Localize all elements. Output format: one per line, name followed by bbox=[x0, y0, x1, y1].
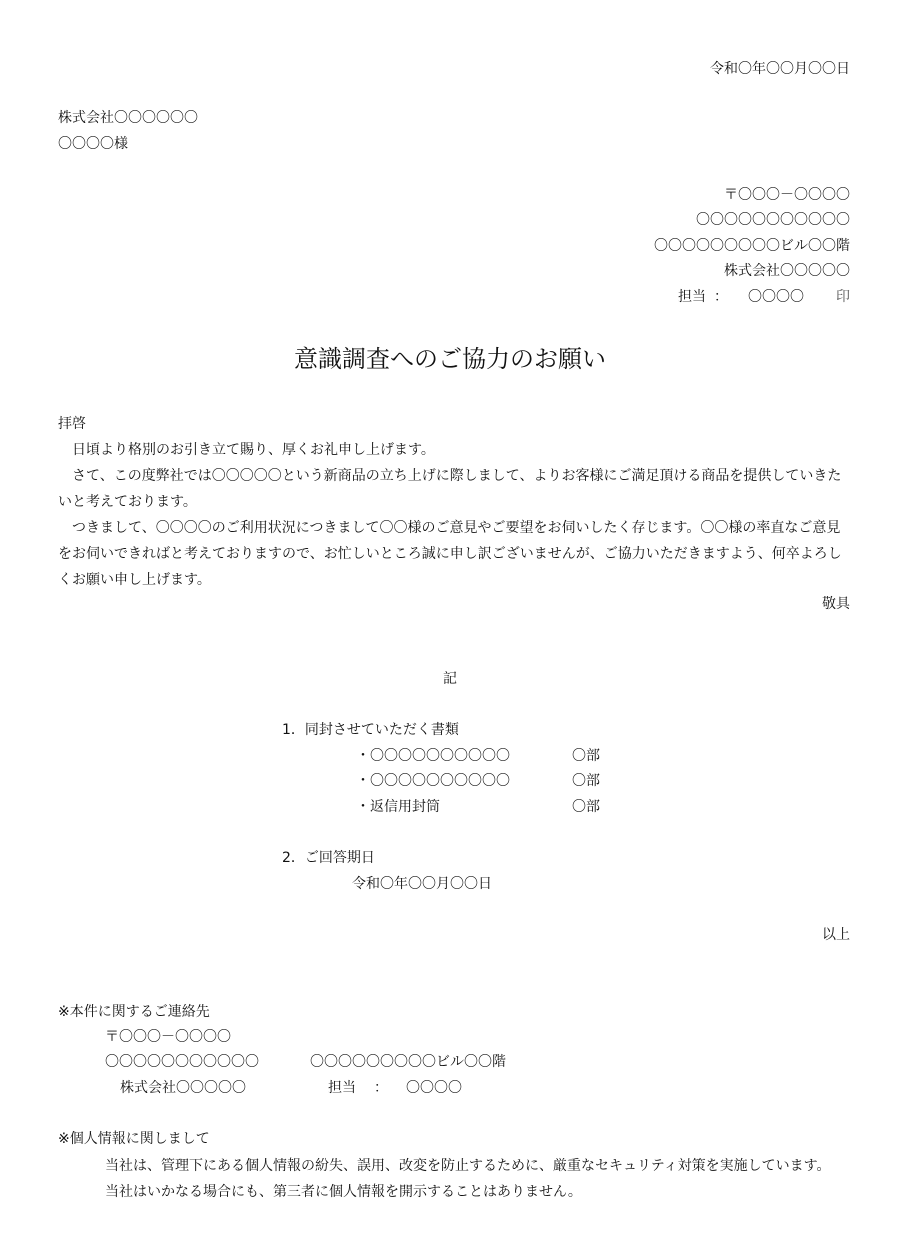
ki-heading: 記 bbox=[443, 671, 457, 687]
contact-representative bbox=[328, 1078, 462, 1098]
body-paragraph-1: 日頃より格別のお引き立て賜り、厚くお礼申し上げます。 bbox=[72, 442, 435, 458]
sender-company: 株式会社〇〇〇〇〇 bbox=[724, 263, 850, 279]
body-paragraph-2: さて、この度弊社では〇〇〇〇〇という新商品の立ち上げに際しまして、よりお客様にご満足頂ける商品を提供していきたいと考えております。 bbox=[58, 468, 842, 510]
recipient-company: 株式会社〇〇〇〇〇〇 bbox=[58, 110, 198, 126]
sender-postal: 〒〇〇〇－〇〇〇〇 bbox=[724, 187, 850, 203]
sender-representative bbox=[646, 287, 850, 307]
enclosed-doc-qty: 〇部 bbox=[572, 773, 600, 789]
enclosed-doc-name: ・〇〇〇〇〇〇〇〇〇〇 bbox=[356, 748, 510, 764]
privacy-text: 当社は、管理下にある個人情報の紛失、誤用、改変を防止するために、厳重なセキュリティ対策を実施しています。当社はいかなる場合にも、第三者に個人情報を開示することはありません。 bbox=[105, 1158, 831, 1200]
document-title: 意識調査へのご協力のお願い bbox=[294, 345, 606, 373]
contact-company: 株式会社〇〇〇〇〇 bbox=[120, 1080, 246, 1096]
contact-rep-label: 担当 bbox=[328, 1080, 356, 1096]
privacy-heading: ※個人情報に関しまして bbox=[58, 1131, 210, 1147]
salutation: 拝啓 bbox=[58, 416, 86, 432]
enclosed-doc-qty: 〇部 bbox=[572, 799, 600, 815]
response-deadline: 令和〇年〇〇月〇〇日 bbox=[352, 876, 492, 892]
ijo-closing: 以上 bbox=[822, 927, 850, 943]
item1-heading: 1．同封させていただく書類 bbox=[282, 722, 459, 738]
enclosed-doc-qty: 〇部 bbox=[572, 748, 600, 764]
item2-heading: 2．ご回答期日 bbox=[282, 850, 375, 866]
contact-postal: 〒〇〇〇－〇〇〇〇 bbox=[105, 1029, 231, 1045]
contact-address2: 〇〇〇〇〇〇〇〇〇ビル〇〇階 bbox=[310, 1054, 506, 1070]
enclosed-doc-row bbox=[356, 746, 656, 766]
enclosed-doc-name: ・〇〇〇〇〇〇〇〇〇〇 bbox=[356, 773, 510, 789]
body-paragraph-3: つきまして、〇〇〇〇のご利用状況につきまして〇〇様のご意見やご要望をお伺いしたく存じます。〇〇様の率直なご意見をお伺いできればと考えておりますので、お忙しいところ誠に申し訳ございませんが、ご協力いただきますよう、何卒よろしくお願い申し上げます。 bbox=[58, 520, 842, 588]
sender-rep-name: 〇〇〇〇 bbox=[748, 289, 804, 305]
enclosed-doc-name: ・返信用封筒 bbox=[356, 799, 440, 815]
sender-address1: 〇〇〇〇〇〇〇〇〇〇〇 bbox=[696, 212, 850, 228]
recipient-person: 〇〇〇〇様 bbox=[58, 136, 128, 152]
letter-body bbox=[58, 437, 853, 593]
letter-date: 令和〇年〇〇月〇〇日 bbox=[710, 61, 850, 77]
sender-rep-label: 担当 bbox=[678, 289, 706, 305]
sender-rep-separator: ： bbox=[714, 289, 728, 305]
sender-address2: 〇〇〇〇〇〇〇〇〇ビル〇〇階 bbox=[654, 238, 850, 254]
seal-mark: 印 bbox=[836, 289, 850, 305]
enclosed-doc-row bbox=[356, 797, 656, 817]
enclosed-doc-row bbox=[356, 771, 656, 791]
contact-address1: 〇〇〇〇〇〇〇〇〇〇〇 bbox=[105, 1054, 259, 1070]
contact-heading: ※本件に関するご連絡先 bbox=[58, 1004, 210, 1020]
contact-rep-name: 〇〇〇〇 bbox=[406, 1080, 462, 1096]
contact-rep-separator: ： bbox=[374, 1080, 388, 1096]
closing-phrase: 敬具 bbox=[822, 596, 850, 612]
